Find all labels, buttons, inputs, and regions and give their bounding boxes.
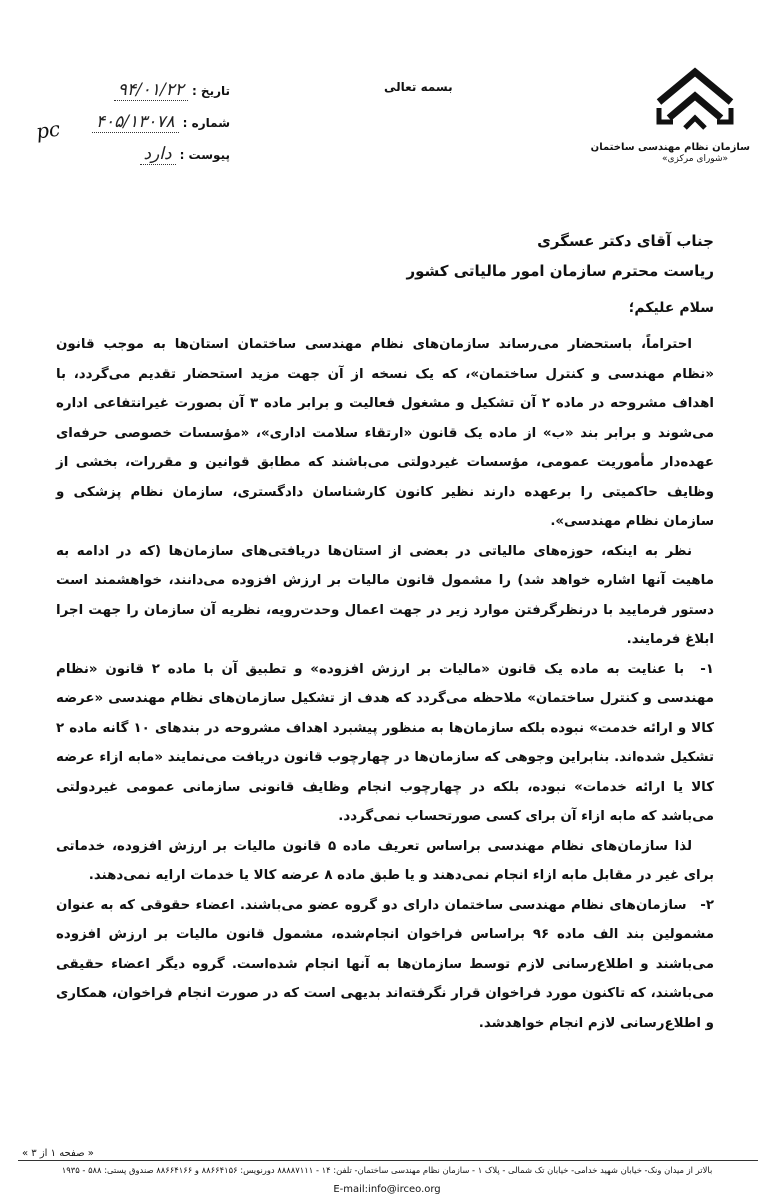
attachment-label: پیوست : xyxy=(179,148,230,162)
list-item-text: سازمان‌های نظام مهندسی ساختمان دارای دو گروه عضو می‌باشند. اعضاء حقوقی که به عنوان مشمولین بند الف ماده ۹۶ براساس فراخوان انجام‌شده، مشمول قانون مالیات بر ارزش افزوده می‌باشند و اطلاع‌رسانی لازم توسط سازمان‌ها به آنها انجام شده‌است. گروه دیگر اعضاء حقیقی می‌باشند، که تاکنون مورد فراخوان قرار نگرفته‌اند بدیهی است که در صورت انجام فراخوان، همکاری و اطلاع‌رسانی لازم انجام خواهدشد. xyxy=(56,897,715,1031)
org-name: سازمان نظام مهندسی ساختمان xyxy=(590,142,750,153)
list-item-text: با عنایت به ماده یک قانون «مالیات بر ارزش افزوده» و تطبیق آن با ماده ۲ قانون «نظام مهندسی و کنترل ساختمان» ملاحظه می‌گردد که هدف از تشکیل سازمان‌های نظام مهندسی «عرضه کالا و ارائه خدمت» نبوده بلکه سازمان‌ها به منظور پیشبرد اهداف مشروحه در بندهای ۱۰ گانه ماده ۲ تشکیل شده‌اند. بنابراین وجوهی که سازمان‌ها در چهارچوب قانون دریافت می‌نمایند «مابه ازاء عرضه کالا یا ارائه خدمات» نبوده، بلکه در چهارچوب انجام وظایف قانونی سازمانی عمومی غیردولتی می‌باشد که مابه ازاء آن برای کسی صورتحساب نمی‌گردد. xyxy=(56,661,715,824)
footer-divider xyxy=(18,1160,758,1161)
footer-address: بالاتر از میدان ونک- خیابان شهید خدامی- خیابان تک شمالی - پلاک ۱ - سازمان نظام مهندسی ساختمان- تلفن: ۱۴ - ۸۸۸۸۷۱۱۱ دورنویس: ۸۸۶۶۴۱۵۶ و ۸۸۶۶۴۱۶۶ صندوق پستی: ۵۸۸ - ۱۹۳۵ xyxy=(61,1165,713,1175)
list-item xyxy=(56,891,714,1039)
date-value: ۹۴/۰۱/۲۲ xyxy=(114,80,188,101)
basmala: بسمه تعالی xyxy=(384,80,453,94)
page-number: « صفحه ۱ از ۳ » xyxy=(22,1148,94,1159)
letter-meta xyxy=(34,80,230,176)
recipient-title: ریاست محترم سازمان امور مالیاتی کشور xyxy=(406,262,714,280)
recipient-block xyxy=(406,226,714,286)
attachment-value: دارد xyxy=(140,144,176,165)
paragraph: احتراماً، باستحضار می‌رساند سازمان‌های نظام مهندسی ساختمان استان‌ها به موجب قانون «نظام مهندسی و کنترل ساختمان»، که یک نسخه از آن جهت مزید استحضار تقدیم می‌گردد، با اهداف مشروحه در ماده ۲ آن تشکیل و مشغول فعالیت و برابر ماده ۳ آن بصورت غیرانتفاعی اداره می‌شوند و برابر بند «ب» از ماده یک قانون «ارتقاء سلامت اداری»، «مؤسسات خصوصی حرفه‌ای عهده‌دار مأموریت عمومی، مؤسسات غیردولتی می‌باشند که مطابق قوانین و مقررات، بخشی از وظایف حاکمیتی را برعهده دارند نظیر کانون کارشناسان دادگستری، سازمان نظام پزشکی و سازمان نظام مهندسی». xyxy=(56,337,714,529)
org-emblem-icon xyxy=(649,58,741,138)
number-value: ۴۰۵/۱۳۰۷۸ xyxy=(92,112,179,133)
date-row xyxy=(40,80,230,112)
letter-body xyxy=(56,330,714,1038)
council-name: «شورای مرکزی» xyxy=(661,154,729,164)
paragraph: لذا سازمان‌های نظام مهندسی براساس تعریف ماده ۵ قانون مالیات بر ارزش افزوده، خدماتی برای غیر در مقابل مابه ازاء انجام نمی‌دهند و یا طبق ماده ۸ عرضه کالا یا خدمات ارایه نمی‌دهند. xyxy=(56,838,714,883)
letterhead-logo xyxy=(590,58,750,164)
number-annotation: pc xyxy=(34,116,62,144)
number-row xyxy=(40,112,230,144)
attachment-row xyxy=(40,144,230,176)
recipient-name: جناب آقای دکتر عسگری xyxy=(537,232,714,250)
greeting: سلام علیکم؛ xyxy=(628,300,714,316)
list-item xyxy=(56,655,714,832)
list-item-number: ۲- xyxy=(700,897,714,913)
list-item-number: ۱- xyxy=(700,661,714,677)
paragraph: نظر به اینکه، حوزه‌های مالیاتی در بعضی از استان‌ها دریافتی‌های سازمان‌ها (که در ادامه به ماهیت آنها اشاره خواهد شد) را مشمول قانون مالیات بر ارزش افزوده می‌دانند، خواهشمند است دستور فرمایید با درنظرگرفتن موارد زیر در جهت اعمال وحدت‌رویه، نظریه آن سازمان را جهت اجرا ابلاغ فرمایند. xyxy=(56,543,714,647)
date-label: تاریخ : xyxy=(191,84,230,98)
footer-email: E-mail:info@irceo.org xyxy=(333,1184,441,1195)
number-label: شماره : xyxy=(182,116,230,130)
